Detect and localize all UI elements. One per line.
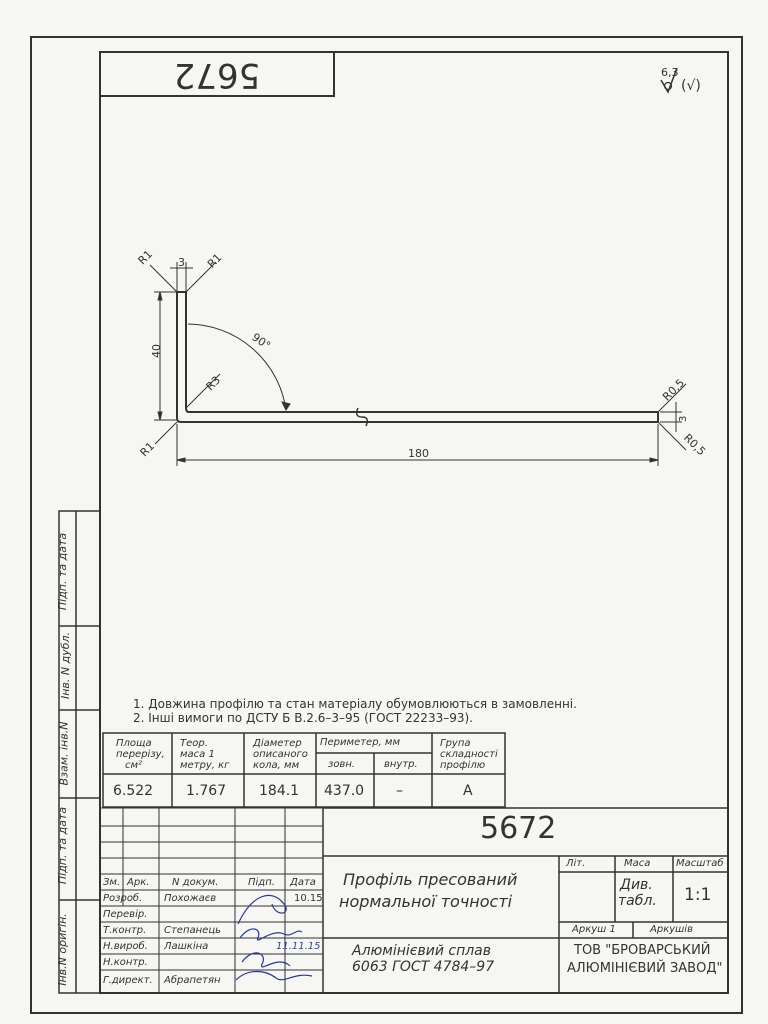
sheet-label: Аркуш 1 [572,924,616,935]
tech-control-name: Степанець [164,925,222,936]
mass-value-2: табл. [618,893,657,909]
side-label-sign-date-2: Підп. та дата [56,806,70,885]
material-line-1: Алюмінієвий сплав [352,943,492,959]
spec-value-perimeter-out: 437.0 [324,783,365,799]
profile-drawing [120,240,720,480]
material-line-2: 6063 ГОСТ 4784–97 [352,959,495,975]
row-director: Г.директ. [103,975,153,986]
dim-thickness-top: 3 [178,256,185,269]
spec-header-mass-3: метру, кг [180,760,230,771]
dim-length: 180 [408,447,429,460]
director-name: Абрапетян [164,975,221,986]
mirrored-number: 5672 [173,55,261,95]
spec-header-mass-2: маса 1 [180,749,215,760]
lit-header: Літ. [566,858,586,869]
title-block-number: 5672 [480,811,557,846]
spec-header-group-1: Група [440,738,471,749]
col-doc: N докум. [172,877,219,888]
col-date: Дата [290,877,316,888]
note-1: 1. Довжина профілю та стан матеріалу обумовлюються в замовленні. [133,697,577,711]
spec-value-group: A [463,783,473,799]
spec-header-mass-1: Теор. [180,738,208,749]
dim-r1-left-top: R1 [135,247,156,268]
mass-value-1: Див. [620,877,653,893]
col-zm: Зм. [103,877,121,888]
roughness-value: 6,3 [661,66,679,79]
spec-header-perimeter-out: зовн. [328,759,356,770]
spec-value-mass: 1.767 [186,783,227,799]
spec-header-perimeter-in: внутр. [384,759,418,770]
col-sign: Підп. [248,877,275,888]
developer-name: Похожаєв [164,893,217,904]
scale-value: 1:1 [684,885,712,905]
spec-header-area-1: Площа [116,738,152,749]
dim-angle: 90° [249,330,273,353]
dim-r1-bottom: R1 [137,439,158,460]
dim-r3: R3 [203,373,224,394]
row-checker: Перевір. [103,909,148,920]
mass-header: Маса [624,858,651,869]
spec-header-diam-1: Діаметер [253,738,302,749]
dim-height: 40 [150,344,163,358]
row-developer: Розроб. [103,893,143,904]
profile-outline [177,292,658,422]
spec-header-group-2: складності [440,749,498,760]
note-2: 2. Інші вимоги по ДСТУ Б В.2.6–3–95 (ГОСТ 22233–93). [133,711,473,725]
spec-header-area-3: см² [125,760,143,771]
col-ark: Арк. [127,877,150,888]
developer-date: 10.15 [294,893,323,904]
spec-header-area-2: перерізу, [116,749,165,760]
side-label-inv-dup: Інв. N дубл. [59,631,73,700]
side-label-inv-orig: Інв.N оригін. [55,913,69,986]
dim-r05-bottom: R0,5 [681,431,709,459]
head-production-name: Лашкіна [164,941,209,952]
scale-header: Масштаб [676,858,724,869]
dim-r1-right-top: R1 [204,251,225,271]
signature-date: 11.11.15 [276,941,321,952]
signatures [232,884,322,994]
spec-value-area: 6.522 [113,783,154,799]
spec-value-perimeter-in: – [396,783,403,799]
dim-r05-top: R0,5 [660,376,688,404]
side-label-inv-swap: Взам. інв.N [57,721,71,786]
dim-thickness-right: 3 [678,415,689,422]
spec-header-diam-3: кола, мм [253,760,300,771]
title-line-2: нормальної точності [339,892,513,911]
break-mark [357,408,368,426]
side-label-sign-date-1: Підп. та дата [56,532,70,611]
row-tech-control: Т.контр. [103,925,147,936]
sheets-label: Аркушів [650,924,693,935]
company-line-1: ТОВ "БРОВАРСЬКИЙ [574,943,711,958]
row-head-production: Н.вироб. [103,941,148,952]
spec-value-diameter: 184.1 [259,783,300,799]
spec-header-perimeter: Периметер, мм [320,737,400,748]
company-line-2: АЛЮМІНІЄВИЙ ЗАВОД" [567,961,723,976]
spec-header-diam-2: описаного [253,749,308,760]
roughness-rest: (√) [681,78,701,94]
title-line-1: Профіль пресований [343,870,518,889]
spec-header-group-3: профілю [440,760,486,771]
roughness-symbol [655,62,725,102]
row-norm-control: Н.контр. [103,957,148,968]
